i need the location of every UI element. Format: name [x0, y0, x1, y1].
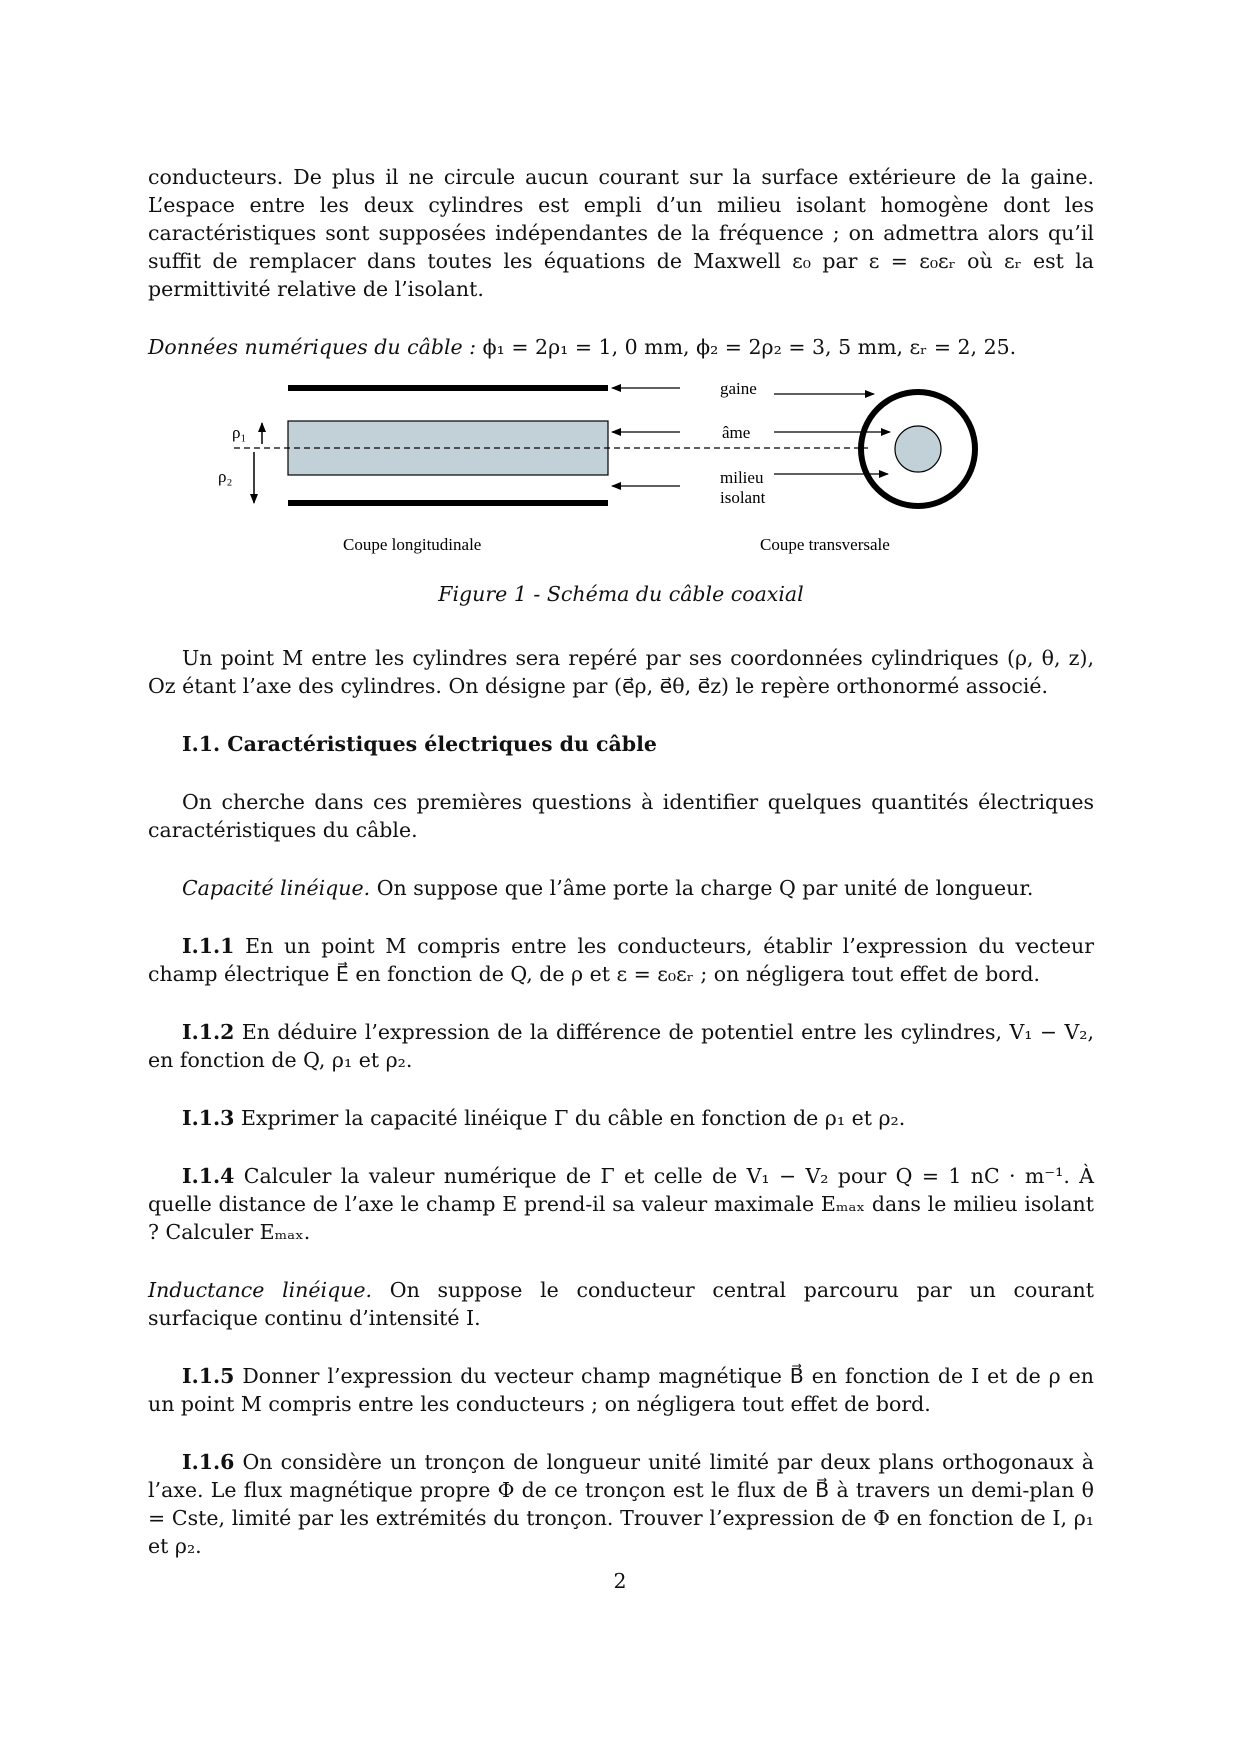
coupe-transversale-label: Coupe transversale [760, 535, 890, 554]
section-title: I.1. Caractéristiques électriques du câble [182, 732, 657, 756]
question-1-1-3 [148, 1104, 1094, 1132]
gaine-label: gaine [720, 379, 757, 398]
page-number: 2 [613, 1569, 627, 1593]
inductance-paragraph [148, 1276, 1094, 1332]
question-1-1-1 [148, 932, 1094, 988]
capacity-label: Capacité linéique. [182, 876, 371, 900]
capacity-paragraph [148, 874, 1094, 902]
question-text: En déduire l’expression de la différence de potentiel entre les cylindres, V₁ − V₂, en fonction de Q, ρ₁ et ρ₂. [148, 1020, 1094, 1072]
coaxial-diagram [148, 370, 1094, 592]
question-1-1-6 [148, 1448, 1094, 1560]
body-section [148, 644, 1094, 1560]
question-1-1-2 [148, 1018, 1094, 1074]
figure-caption: Figure 1 - Schéma du câble coaxial [438, 582, 804, 606]
inductance-text: On suppose le conducteur central parcouru par un courant surfacique continu d’intensité I. [148, 1278, 1094, 1330]
question-text: En un point M compris entre les conducteurs, établir l’expression du vecteur champ électrique E⃗ en fonction de Q, de ρ et ε = ε₀εᵣ ; on négligera tout effet de bord. [148, 934, 1094, 986]
cable-data-label: Données numériques du câble : [148, 335, 477, 359]
rho1-label: ρ₁ [232, 423, 247, 442]
sheath-top-bar [288, 385, 608, 391]
rho2-label: ρ₂ [218, 467, 233, 486]
question-number: I.1.3 [182, 1106, 235, 1130]
question-text: Calculer la valeur numérique de Γ et celle de V₁ − V₂ pour Q = 1 nC · m⁻¹. À quelle distance de l’axe le champ E prend-il sa valeur maximale Eₘₐₓ dans le milieu isolant ? Calculer Eₘₐₓ. [148, 1164, 1094, 1244]
isolant-label: isolant [720, 488, 766, 507]
question-number: I.1.5 [182, 1364, 235, 1388]
question-number: I.1.4 [182, 1164, 235, 1188]
question-1-1-4 [148, 1162, 1094, 1246]
question-number: I.1.2 [182, 1020, 235, 1044]
question-text: On considère un tronçon de longueur unité limité par deux plans orthogonaux à l’axe. Le flux magnétique propre Φ de ce tronçon est le flux de B⃗ à travers un demi-plan θ = Cste, limité par les extrémités du tronçon. Trouver l’expression de Φ en fonction de I, ρ₁ et ρ₂. [148, 1450, 1094, 1558]
cable-data-values: ϕ₁ = 2ρ₁ = 1, 0 mm, ϕ₂ = 2ρ₂ = 3, 5 mm, εᵣ = 2, 25. [482, 335, 1017, 359]
question-1-1-5 [148, 1362, 1094, 1418]
ame-label: âme [722, 423, 751, 442]
intro-section [148, 163, 1094, 361]
cable-data-line [148, 333, 1094, 361]
sheath-bottom-bar [288, 500, 608, 506]
question-text: Exprimer la capacité linéique Γ du câble en fonction de ρ₁ et ρ₂. [240, 1106, 906, 1130]
intro-questions-paragraph: On cherche dans ces premières questions à identifier quelques quantités électriques caractéristiques du câble. [148, 790, 1094, 842]
intro-paragraph: conducteurs. De plus il ne circule aucun courant sur la surface extérieure de la gaine. L’espace entre les deux cylindres est empli d’un milieu isolant homogène dont les caractéristiques sont supposées indépendantes de la fréquence ; on admettra alors qu’il suffit de remplacer dans toutes les équations de Maxwell ε₀ par ε = ε₀εᵣ où εᵣ est la permittivité relative de l’isolant. [148, 165, 1094, 301]
question-text: Donner l’expression du vecteur champ magnétique B⃗ en fonction de I et de ρ en un point M compris entre les conducteurs ; on négligera tout effet de bord. [148, 1364, 1094, 1416]
point-paragraph: Un point M entre les cylindres sera repéré par ses coordonnées cylindriques (ρ, θ, z), Oz étant l’axe des cylindres. On désigne par (e⃗ρ, e⃗θ, e⃗z) le repère orthonormé associé. [148, 646, 1094, 698]
milieu-label: milieu [720, 468, 764, 487]
inductance-label: Inductance linéique. [148, 1278, 373, 1302]
capacity-text: On suppose que l’âme porte la charge Q par unité de longueur. [376, 876, 1034, 900]
coupe-longitudinale-label: Coupe longitudinale [343, 535, 482, 554]
question-number: I.1.6 [182, 1450, 235, 1474]
coaxial-cable-figure [148, 370, 1094, 592]
question-number: I.1.1 [182, 934, 235, 958]
core-circle [895, 426, 941, 472]
